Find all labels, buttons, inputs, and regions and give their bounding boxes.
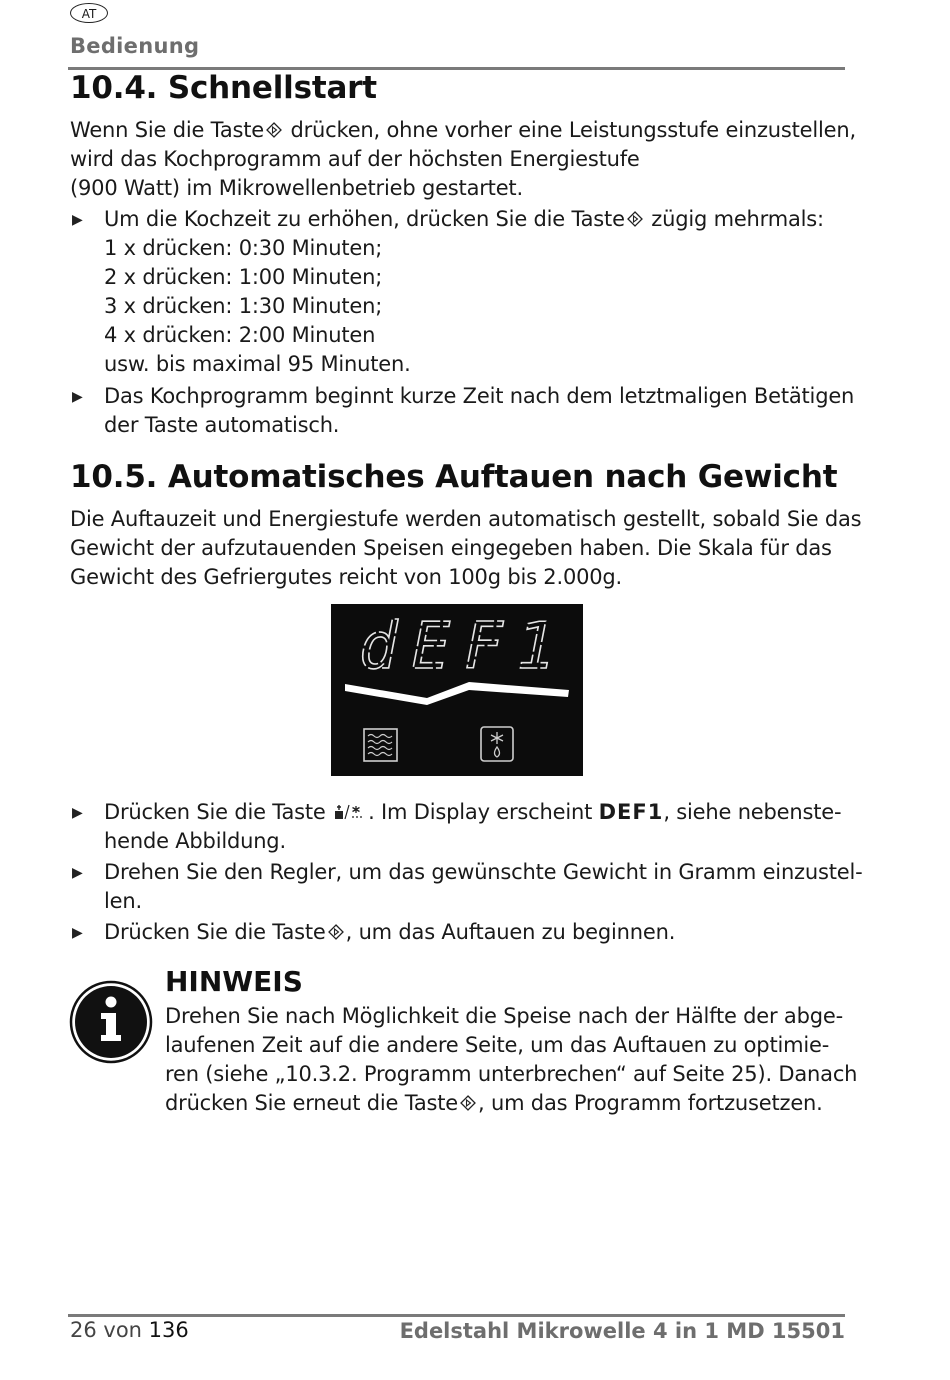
info-icon [69, 980, 153, 1064]
defrost-icon [481, 727, 513, 761]
bullet-arrow-icon: ▶ [72, 805, 83, 821]
footer-rule [68, 1314, 845, 1317]
bullet-arrow-icon: ▶ [72, 212, 83, 228]
note-line4: drücken Sie erneut die Taste , um das Programm fortzusetzen. [165, 1091, 823, 1115]
start-key-icon [627, 211, 643, 227]
s105-intro-line3: Gewicht des Gefriergutes reicht von 100g bis 2.000g. [70, 565, 623, 589]
display-illustration [331, 604, 583, 776]
time-step-2: 2 x drücken: 1:00 Minuten; [104, 265, 383, 289]
s105-intro-line1: Die Auftauzeit und Energiestufe werden automatisch gestellt, sobald Sie das [70, 507, 862, 531]
defrost-key-icon [334, 804, 366, 820]
s105-bullet2-line1: Drehen Sie den Regler, um das gewünschte Gewicht in Gramm einzustel- [104, 860, 863, 884]
s105-bullet1-line2: hende Abbildung. [104, 829, 286, 853]
s105-bullet2-line2: len. [104, 889, 142, 913]
note-line2: laufenen Zeit auf die andere Seite, um das Auftauen zu optimie- [165, 1033, 830, 1057]
time-step-4: 4 x drücken: 2:00 Minuten [104, 323, 376, 347]
s104-bullet1: Um die Kochzeit zu erhöhen, drücken Sie die Taste zügig mehrmals: [104, 207, 824, 231]
display-readout: dEF1 [359, 610, 570, 684]
bullet-arrow-icon: ▶ [72, 925, 83, 941]
bullet-arrow-icon: ▶ [72, 865, 83, 881]
display-swoosh [345, 682, 569, 705]
country-badge: AT [70, 3, 108, 23]
heading-10-4: 10.4. Schnellstart [70, 70, 377, 106]
bullet-arrow-icon: ▶ [72, 389, 83, 405]
time-step-3: 3 x drücken: 1:30 Minuten; [104, 294, 383, 318]
note-line3: ren (siehe „10.3.2. Programm unterbrechen“ auf Seite 25). Danach [165, 1062, 858, 1086]
time-step-1: 1 x drücken: 0:30 Minuten; [104, 236, 383, 260]
start-key-icon [266, 122, 282, 138]
s105-bullet3: Drücken Sie die Taste , um das Auftauen zu beginnen. [104, 920, 676, 944]
time-step-max: usw. bis maximal 95 Minuten. [104, 352, 411, 376]
s104-bullet2-line1: Das Kochprogramm beginnt kurze Zeit nach dem letztmaligen Betätigen [104, 384, 855, 408]
s104-intro-line1: Wenn Sie die Taste drücken, ohne vorher eine Leistungsstufe einzustellen, [70, 118, 856, 142]
heading-10-5: 10.5. Automatisches Auftauen nach Gewicht [70, 459, 838, 495]
start-key-icon [460, 1095, 476, 1111]
s105-intro-line2: Gewicht der aufzutauenden Speisen eingegeben haben. Die Skala für das [70, 536, 832, 560]
note-line1: Drehen Sie nach Möglichkeit die Speise nach der Hälfte der abge- [165, 1004, 843, 1028]
s104-intro-line2: wird das Kochprogramm auf der höchsten Energiestufe [70, 147, 640, 171]
microwave-wave-icon [364, 729, 397, 761]
s104-bullet2-line2: der Taste automatisch. [104, 413, 340, 437]
product-name: Edelstahl Mikrowelle 4 in 1 MD 15501 [399, 1319, 845, 1343]
page-number: 26 von 136 [70, 1318, 189, 1342]
note-title: HINWEIS [165, 965, 303, 998]
s105-bullet1-line1: Drücken Sie die Taste . Im Display erscheint DEF1, siehe nebenste- [104, 800, 842, 824]
start-key-icon [328, 924, 344, 940]
s104-intro-line3: (900 Watt) im Mikrowellenbetrieb gestartet. [70, 176, 523, 200]
section-label: Bedienung [70, 34, 200, 58]
